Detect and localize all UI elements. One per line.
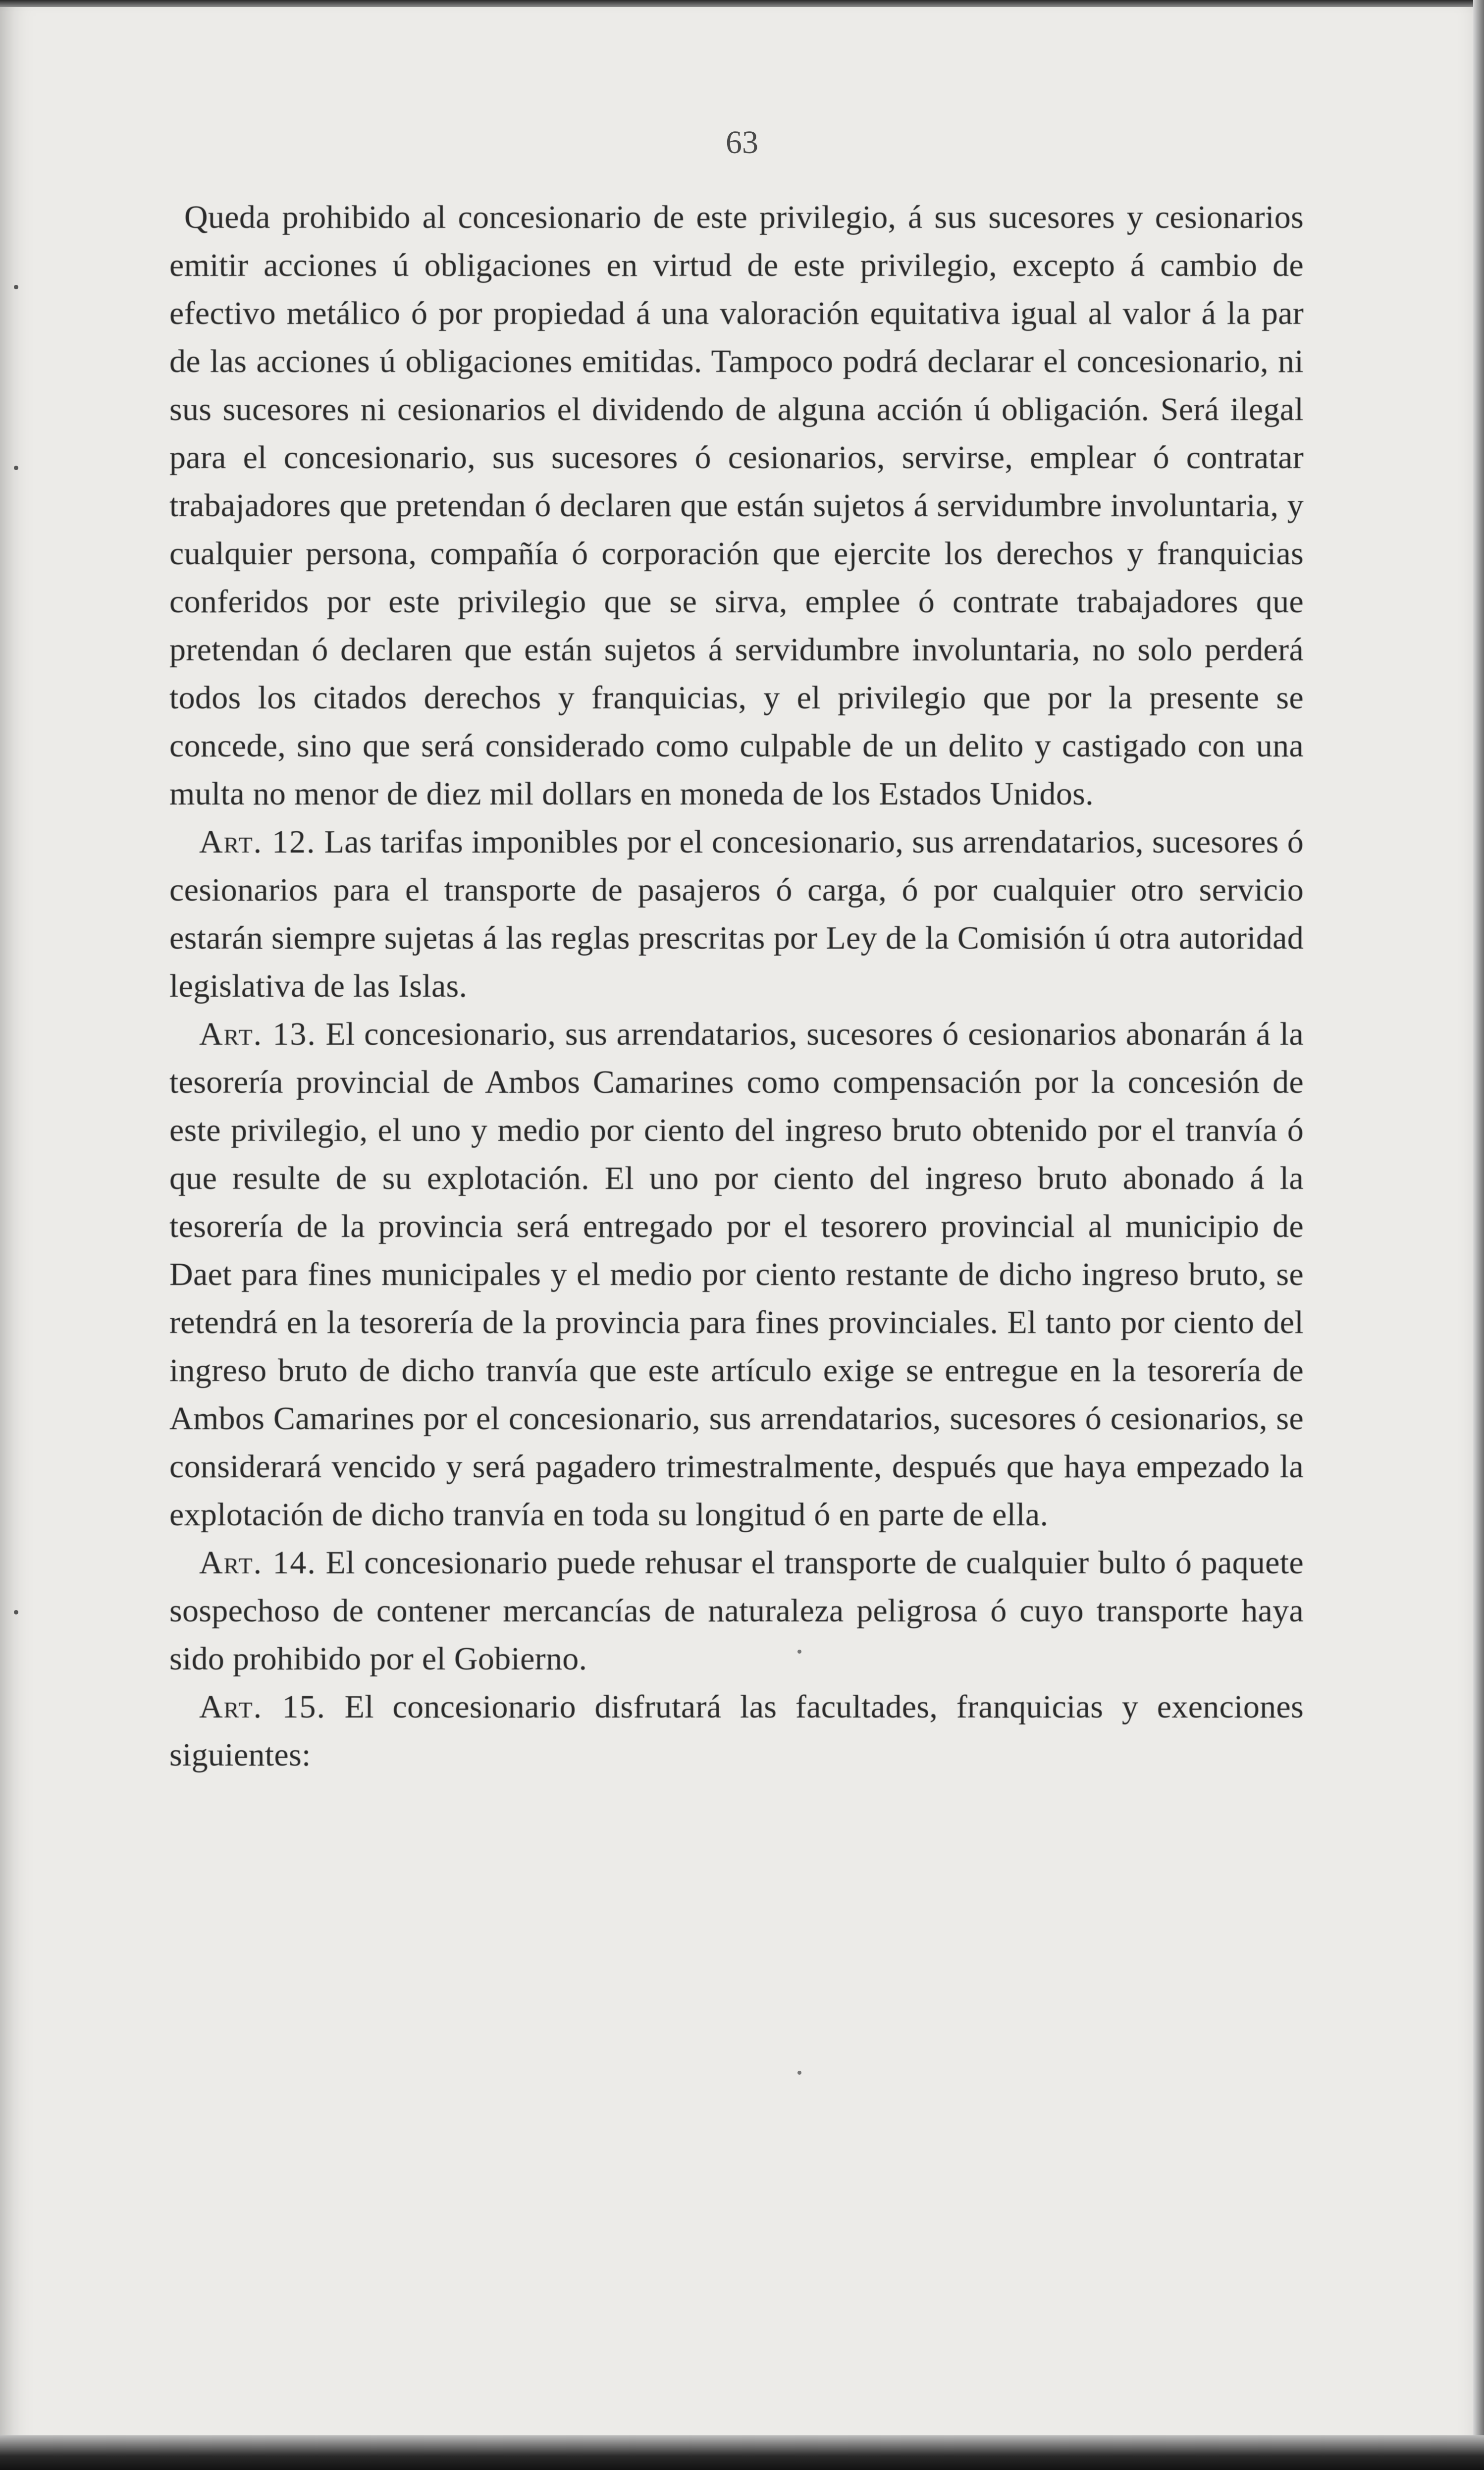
paragraph-text: Las tarifas imponibles por el concesionario, sus arrendatarios, sucesores ó cesionarios para el transporte de pasajeros ó carga, ó por cualquier otro servicio estarán siempre sujetas á las reglas prescritas por Ley de la Comisión ú otra autoridad legislativa de las Islas. [169, 824, 1304, 1004]
paragraph-text: El concesionario disfrutará las facultades, franquicias y exenciones siguientes: [169, 1689, 1304, 1773]
article-label: Art. 15. [199, 1689, 326, 1725]
page-number: 63 [726, 124, 758, 161]
article-label: Art. 13. [199, 1016, 317, 1052]
article-13 [169, 1010, 1304, 1539]
article-label: Art. 12. [199, 824, 316, 860]
paragraph-text: El concesionario puede rehusar el transporte de cualquier bulto ó paquete sospechoso de contener mercancías de naturaleza peligrosa ó cuyo transporte haya sido prohibido por el Gobierno. [169, 1545, 1304, 1677]
paragraph-text: El concesionario, sus arrendatarios, sucesores ó cesionarios abonarán á la tesorería provincial de Ambos Camarines como compensación por la concesión de este privilegio, el uno y medio por ciento del ingreso bruto obtenido por el tranvía ó que resulte de su explotación. El uno por ciento del ingreso bruto abonado á la tesorería de la provincia será entregado por el tesorero provincial al municipio de Daet para fines municipales y el medio por ciento restante de dicho ingreso bruto, se retendrá en la tesorería de la provincia para fines provinciales. El tanto por ciento del ingreso bruto de dicho tranvía que este artículo exige se entregue en la tesorería de Ambos Camarines por el concesionario, sus arrendatarios, sucesores ó cesionarios, se considerará vencido y será pagadero trimestralmente, después que haya empezado la explotación de dicho tranvía en toda su longitud ó en parte de ella. [169, 1016, 1304, 1533]
article-12 [169, 818, 1304, 1010]
article-label: Art. 14. [199, 1545, 317, 1581]
scan-edge-right [1473, 0, 1484, 2470]
body-text [169, 193, 1304, 1779]
margin-speck [14, 285, 18, 289]
paragraph-text: Queda prohibido al concesionario de este privilegio, á sus sucesores y cesionarios emitir acciones ú obligaciones en virtud de este privilegio, excepto á cambio de efectivo metálico ó por propiedad á una valoración equitativa igual al valor á la par de las acciones ú obligaciones emitidas. Tampoco podrá declarar el concesionario, ni sus sucesores ni cesionarios el dividendo de alguna acción ú obligación. Será ilegal para el concesionario, sus sucesores ó cesionarios, servirse, emplear ó contratar trabajadores que pretendan ó declaren que están sujetos á servidumbre involuntaria, y cualquier persona, compañía ó corporación que ejercite los derechos y franquicias conferidos por este privilegio que se sirva, emplee ó contrate trabajadores que pretendan ó declaren que están sujetos á servidumbre involuntaria, no solo perderá todos los citados derechos y franquicias, y el privilegio que por la presente se concede, sino que será considerado como culpable de un delito y castigado con una multa no menor de diez mil dollars en moneda de los Estados Unidos. [169, 199, 1304, 812]
margin-speck [14, 466, 18, 470]
scan-edge-top [0, 0, 1484, 7]
paragraph-continuation [169, 193, 1304, 818]
article-14 [169, 1539, 1304, 1683]
margin-speck [14, 1610, 18, 1614]
stray-speck [797, 2071, 801, 2075]
scan-edge-bottom [0, 2435, 1484, 2470]
article-15 [169, 1683, 1304, 1779]
